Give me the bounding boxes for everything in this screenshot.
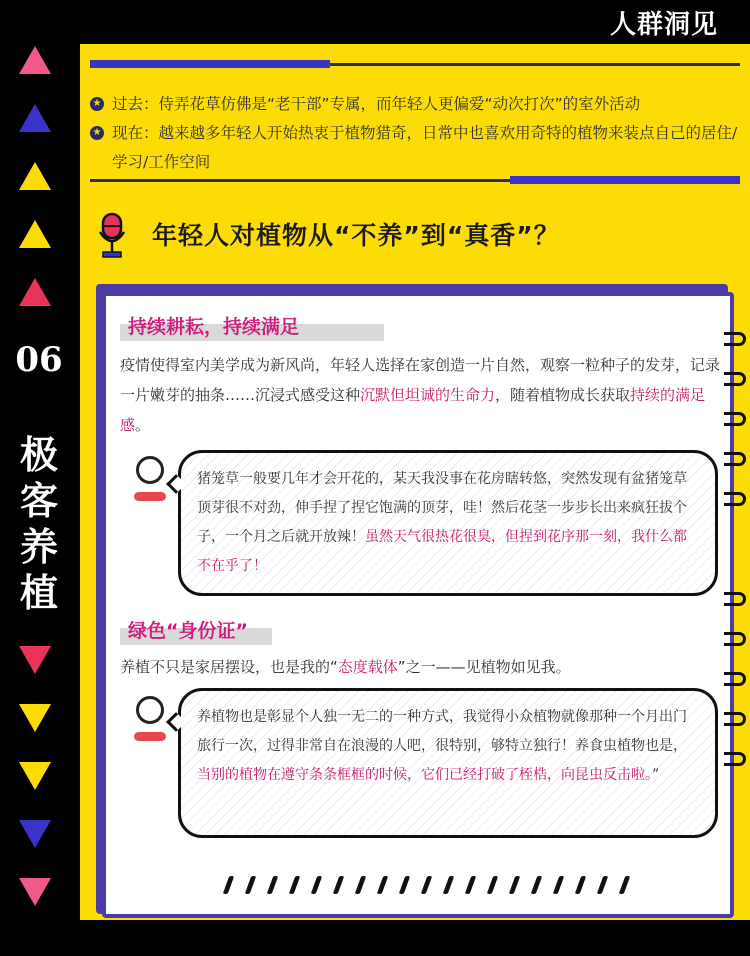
insight-item [90, 119, 740, 177]
spiral-coil-icon [724, 632, 746, 646]
section-question: 年轻人对植物从“不养”到“真香”？ [152, 221, 560, 250]
paragraph-text: 。 [135, 416, 151, 434]
quote-highlight: 虽然天气很热花很臭，但捏到花序那一刻，我什么都不在乎了！ [197, 529, 687, 574]
spiral-coil-icon [724, 592, 746, 606]
highlight-text: 沉默但坦诚的生命力 [360, 386, 496, 404]
spiral-coil-icon [724, 412, 746, 426]
divider-accent [510, 176, 740, 184]
triangle-up-icon [19, 162, 51, 190]
spiral-coil-icon [724, 492, 746, 506]
spiral-coil-icon [724, 672, 746, 686]
paragraph-text: 疫情使得室内美学成为新风尚，年轻人选择在家创造一片自然，观察一粒种子的发芽，记录一片嫩芽的抽条……沉浸式感受这种 [120, 356, 721, 404]
quote-highlight: 当别的植物在遵守条条框框的时候，它们已经打破了桎梏，向昆虫反击啦。 [197, 767, 652, 783]
header-tag: 人群洞见 [609, 10, 718, 40]
content-card [102, 292, 734, 918]
triangle-up-icon [19, 220, 51, 248]
microphone-icon [98, 212, 126, 260]
spiral-coil-icon [724, 452, 746, 466]
vertical-title-char: 极 [19, 432, 58, 477]
vertical-title [0, 432, 78, 616]
avatar-base [134, 732, 166, 741]
vertical-title-char: 植 [19, 570, 58, 615]
spiral-coil-icon [724, 332, 746, 346]
triangle-down-icon [19, 878, 51, 906]
avatar-icon [136, 456, 164, 484]
insights-list [90, 90, 740, 177]
divider-accent [90, 60, 330, 68]
insight-text: 过去：侍弄花草仿佛是“老干部”专属，而年轻人更偏爱“动次打次”的室外活动 [112, 95, 641, 113]
highlight-text: 持续的满足感 [120, 386, 706, 434]
divider-line [90, 179, 510, 182]
triangle-down-icon [19, 704, 51, 732]
vertical-title-char: 养 [19, 524, 58, 569]
paragraph-text: ，随着植物成长获取 [495, 386, 631, 404]
quote-text: 猪笼草一般要几年才会开花的，某天我没事在花房瞎转悠，突然发现有盆猪笼草顶芽很不对劲，伸手捏了捏它饱满的顶芽，哇！然后花茎一步步长出来疯狂拔个子，一个月之后就开放辣！ [197, 471, 687, 545]
quote-bubble [178, 450, 718, 596]
section-paragraph [120, 652, 720, 682]
quote-text: 养植物也是彰显个人独一无二的一种方式，我觉得小众植物就像那种一个月出门旅行一次，过得非常自在浪漫的人吧，很特别，够特立独行！养食虫植物也是， [197, 709, 687, 754]
triangle-down-icon [19, 646, 51, 674]
spiral-coil-icon [724, 372, 746, 386]
spiral-coil-icon [724, 712, 746, 726]
quote-bubble [178, 688, 718, 838]
vertical-title-char: 客 [19, 478, 58, 523]
avatar-icon [136, 696, 164, 724]
star-icon: ★ [90, 126, 104, 140]
spiral-coil-icon [724, 752, 746, 766]
avatar-base [134, 492, 166, 501]
highlight-text: 态度载体 [337, 658, 398, 676]
star-icon: ★ [90, 97, 104, 111]
triangle-down-icon [19, 762, 51, 790]
bubble-notch [166, 474, 186, 494]
section-title: 绿色“身份证” [120, 614, 272, 645]
sidebar [0, 0, 78, 956]
insight-text: 现在：越来越多年轻人开始热衷于植物猎奇，日常中也喜欢用奇特的植物来装点自己的居住/学习/工作空间 [112, 124, 738, 171]
section-paragraph [120, 350, 720, 440]
quote-text: ” [652, 767, 660, 783]
triangle-up-icon [19, 104, 51, 132]
triangle-up-icon [19, 278, 51, 306]
section-number: 06 [15, 340, 63, 380]
paragraph-text: ”之一——见植物如见我。 [397, 658, 571, 676]
main-panel [80, 44, 750, 920]
divider-line [330, 63, 740, 66]
triangle-up-icon [19, 46, 51, 74]
insight-item [90, 90, 740, 119]
triangle-down-icon [19, 820, 51, 848]
paragraph-text: 养植不只是家居摆设，也是我的“ [120, 658, 338, 676]
bubble-notch [166, 712, 186, 732]
section-title: 持续耕耘，持续满足 [120, 310, 384, 341]
